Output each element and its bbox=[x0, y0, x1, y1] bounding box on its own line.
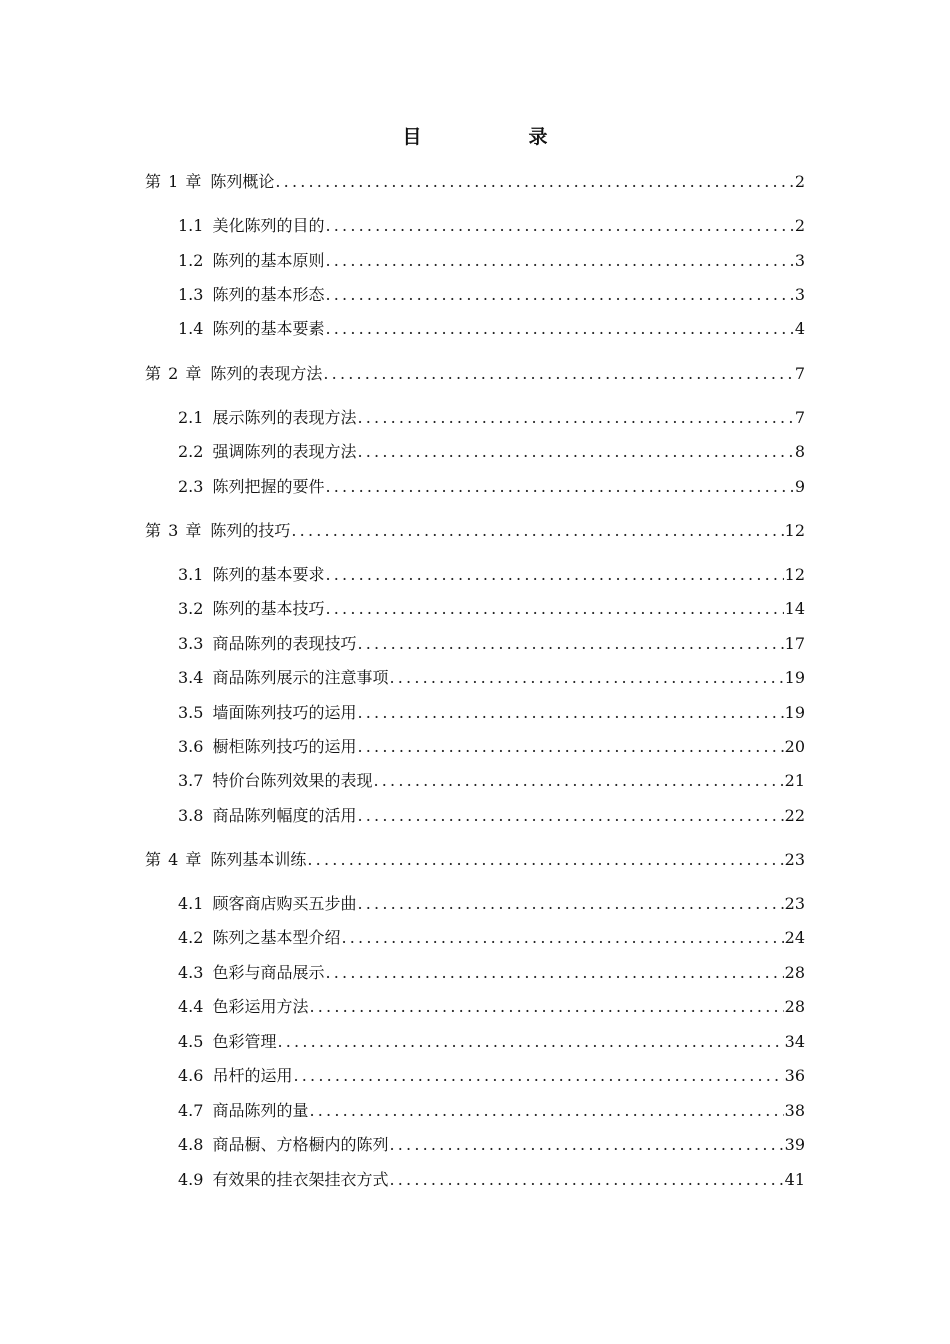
toc-section-entry[interactable] bbox=[178, 562, 805, 588]
toc-entry-page-number: 22 bbox=[784, 806, 805, 825]
toc-entry-page-number: 3 bbox=[794, 285, 805, 304]
toc-entry-title: 陈列的基本原则 bbox=[212, 251, 325, 270]
toc-entry-page-number: 34 bbox=[784, 1032, 805, 1051]
toc-dot-leader bbox=[341, 925, 783, 951]
toc-entry-title: 商品陈列幅度的活用 bbox=[212, 806, 357, 825]
toc-dot-leader bbox=[323, 361, 793, 387]
toc-entry-number: 4.6 bbox=[178, 1066, 204, 1085]
toc-entry-page-number: 17 bbox=[784, 634, 805, 653]
toc-dot-leader bbox=[293, 1063, 783, 1089]
toc-dot-leader bbox=[291, 518, 783, 544]
toc-section-entry[interactable] bbox=[178, 768, 805, 794]
toc-dot-leader bbox=[325, 960, 783, 986]
toc-section-entry[interactable] bbox=[178, 1132, 805, 1158]
toc-entry-number: 4.4 bbox=[178, 997, 204, 1016]
toc-entry-number: 4.7 bbox=[178, 1101, 204, 1120]
toc-entry-page-number: 14 bbox=[784, 599, 805, 618]
toc-entry-number: 3.5 bbox=[178, 703, 204, 722]
toc-entry-page-number: 9 bbox=[794, 477, 805, 496]
toc-dot-leader bbox=[373, 768, 783, 794]
toc-entry-page-number: 19 bbox=[784, 703, 805, 722]
toc-dot-leader bbox=[357, 700, 783, 726]
toc-entry-number: 第 3 章 bbox=[145, 521, 202, 540]
toc-entry-page-number: 3 bbox=[794, 251, 805, 270]
toc-entry-number: 3.8 bbox=[178, 806, 204, 825]
toc-entry-number: 3.6 bbox=[178, 737, 204, 756]
toc-dot-leader bbox=[357, 439, 793, 465]
toc-entry-number: 3.4 bbox=[178, 668, 204, 687]
toc-entry-page-number: 20 bbox=[784, 737, 805, 756]
toc-chapter-entry[interactable] bbox=[145, 518, 805, 544]
toc-dot-leader bbox=[325, 282, 793, 308]
toc-entry-number: 3.1 bbox=[178, 565, 204, 584]
toc-section-entry[interactable] bbox=[178, 1063, 805, 1089]
toc-dot-leader bbox=[325, 562, 783, 588]
toc-entry-page-number: 7 bbox=[794, 364, 805, 383]
toc-entry-title: 吊杆的运用 bbox=[212, 1066, 293, 1085]
toc-section-entry[interactable] bbox=[178, 1098, 805, 1124]
toc-entry-page-number: 4 bbox=[794, 319, 805, 338]
toc-entry-page-number: 21 bbox=[784, 771, 805, 790]
toc-section-entry[interactable] bbox=[178, 316, 805, 342]
toc-entry-number: 4.5 bbox=[178, 1032, 204, 1051]
toc-section-entry[interactable] bbox=[178, 439, 805, 465]
toc-dot-leader bbox=[357, 405, 793, 431]
toc-entry-number: 3.3 bbox=[178, 634, 204, 653]
toc-section-entry[interactable] bbox=[178, 960, 805, 986]
toc-entry-title: 商品陈列展示的注意事项 bbox=[212, 668, 389, 687]
toc-entry-title: 陈列的表现方法 bbox=[210, 364, 323, 383]
toc-section-entry[interactable] bbox=[178, 248, 805, 274]
toc-entry-number: 第 1 章 bbox=[145, 172, 202, 191]
toc-entry-title: 陈列基本训练 bbox=[210, 850, 307, 869]
toc-entry-number: 1.1 bbox=[178, 216, 204, 235]
toc-entry-number: 第 4 章 bbox=[145, 850, 202, 869]
toc-section-entry[interactable] bbox=[178, 700, 805, 726]
toc-entry-title: 陈列之基本型介绍 bbox=[212, 928, 341, 947]
toc-entry-number: 第 2 章 bbox=[145, 364, 202, 383]
toc-section-entry[interactable] bbox=[178, 803, 805, 829]
toc-entry-title: 陈列的基本形态 bbox=[212, 285, 325, 304]
toc-dot-leader bbox=[357, 803, 783, 829]
toc-section-entry[interactable] bbox=[178, 925, 805, 951]
toc-entry-title: 顾客商店购买五步曲 bbox=[212, 894, 357, 913]
toc-section-entry[interactable] bbox=[178, 1029, 805, 1055]
toc-entry-number: 4.3 bbox=[178, 963, 204, 982]
toc-dot-leader bbox=[325, 316, 793, 342]
toc-dot-leader bbox=[389, 1132, 783, 1158]
toc-entry-number: 3.7 bbox=[178, 771, 204, 790]
toc-entry-title: 特价台陈列效果的表现 bbox=[212, 771, 373, 790]
toc-dot-leader bbox=[307, 847, 783, 873]
toc-entry-number: 1.4 bbox=[178, 319, 204, 338]
toc-entry-page-number: 23 bbox=[784, 850, 805, 869]
toc-entry-title: 展示陈列的表现方法 bbox=[212, 408, 357, 427]
toc-entry-title: 陈列的基本技巧 bbox=[212, 599, 325, 618]
toc-entry-number: 4.8 bbox=[178, 1135, 204, 1154]
toc-section-entry[interactable] bbox=[178, 665, 805, 691]
toc-entry-title: 陈列的基本要素 bbox=[212, 319, 325, 338]
toc-entry-title: 陈列概论 bbox=[210, 172, 275, 191]
toc-section-entry[interactable] bbox=[178, 474, 805, 500]
toc-entry-page-number: 12 bbox=[784, 521, 805, 540]
toc-dot-leader bbox=[357, 631, 783, 657]
toc-entry-page-number: 24 bbox=[784, 928, 805, 947]
toc-section-entry[interactable] bbox=[178, 1167, 805, 1193]
toc-dot-leader bbox=[357, 891, 783, 917]
toc-dot-leader bbox=[309, 994, 783, 1020]
toc-entry-number: 4.1 bbox=[178, 894, 204, 913]
toc-section-entry[interactable] bbox=[178, 994, 805, 1020]
toc-section-entry[interactable] bbox=[178, 213, 805, 239]
toc-entry-page-number: 23 bbox=[784, 894, 805, 913]
toc-entry-page-number: 19 bbox=[784, 668, 805, 687]
toc-entry-title: 商品橱、方格橱内的陈列 bbox=[212, 1135, 389, 1154]
toc-entry-title: 陈列的基本要求 bbox=[212, 565, 325, 584]
toc-dot-leader bbox=[357, 734, 783, 760]
toc-entry-number: 2.2 bbox=[178, 442, 204, 461]
toc-entry-title: 色彩管理 bbox=[212, 1032, 277, 1051]
toc-entry-title: 陈列的技巧 bbox=[210, 521, 291, 540]
toc-entry-page-number: 28 bbox=[784, 963, 805, 982]
toc-entry-page-number: 7 bbox=[794, 408, 805, 427]
toc-entry-title: 陈列把握的要件 bbox=[212, 477, 325, 496]
toc-entry-page-number: 39 bbox=[784, 1135, 805, 1154]
toc-entry-page-number: 38 bbox=[784, 1101, 805, 1120]
toc-entry-title: 橱柜陈列技巧的运用 bbox=[212, 737, 357, 756]
toc-section-entry[interactable] bbox=[178, 891, 805, 917]
toc-entry-title: 强调陈列的表现方法 bbox=[212, 442, 357, 461]
toc-entry-page-number: 8 bbox=[794, 442, 805, 461]
toc-entry-page-number: 41 bbox=[784, 1170, 805, 1189]
toc-entry-page-number: 28 bbox=[784, 997, 805, 1016]
toc-entry-title: 商品陈列的量 bbox=[212, 1101, 309, 1120]
toc-entry-title: 商品陈列的表现技巧 bbox=[212, 634, 357, 653]
toc-entry-title: 色彩与商品展示 bbox=[212, 963, 325, 982]
toc-section-entry[interactable] bbox=[178, 734, 805, 760]
toc-chapter-entry[interactable] bbox=[145, 169, 805, 195]
toc-dot-leader bbox=[275, 169, 793, 195]
toc-entry-title: 色彩运用方法 bbox=[212, 997, 309, 1016]
toc-section-entry[interactable] bbox=[178, 282, 805, 308]
toc-entry-number: 3.2 bbox=[178, 599, 204, 618]
toc-section-entry[interactable] bbox=[178, 405, 805, 431]
toc-chapter-entry[interactable] bbox=[145, 361, 805, 387]
toc-dot-leader bbox=[325, 213, 793, 239]
toc-entry-number: 1.2 bbox=[178, 251, 204, 270]
toc-entry-page-number: 12 bbox=[784, 565, 805, 584]
toc-dot-leader bbox=[325, 248, 793, 274]
toc-entry-page-number: 2 bbox=[794, 172, 805, 191]
toc-entry-number: 4.2 bbox=[178, 928, 204, 947]
toc-dot-leader bbox=[309, 1098, 783, 1124]
toc-entry-page-number: 36 bbox=[784, 1066, 805, 1085]
toc-entry-title: 美化陈列的目的 bbox=[212, 216, 325, 235]
toc-entry-page-number: 2 bbox=[794, 216, 805, 235]
toc-section-entry[interactable] bbox=[178, 631, 805, 657]
toc-entry-number: 1.3 bbox=[178, 285, 204, 304]
toc-section-entry[interactable] bbox=[178, 596, 805, 622]
toc-entry-title: 墙面陈列技巧的运用 bbox=[212, 703, 357, 722]
toc-dot-leader bbox=[325, 474, 793, 500]
toc-dot-leader bbox=[389, 665, 783, 691]
toc-entry-title: 有效果的挂衣架挂衣方式 bbox=[212, 1170, 389, 1189]
toc-chapter-entry[interactable] bbox=[145, 847, 805, 873]
toc-dot-leader bbox=[389, 1167, 783, 1193]
toc-entry-number: 2.3 bbox=[178, 477, 204, 496]
toc-entry-number: 4.9 bbox=[178, 1170, 204, 1189]
toc-entry-number: 2.1 bbox=[178, 408, 204, 427]
toc-dot-leader bbox=[325, 596, 783, 622]
toc-title: 目 录 bbox=[402, 126, 592, 148]
toc-dot-leader bbox=[277, 1029, 783, 1055]
